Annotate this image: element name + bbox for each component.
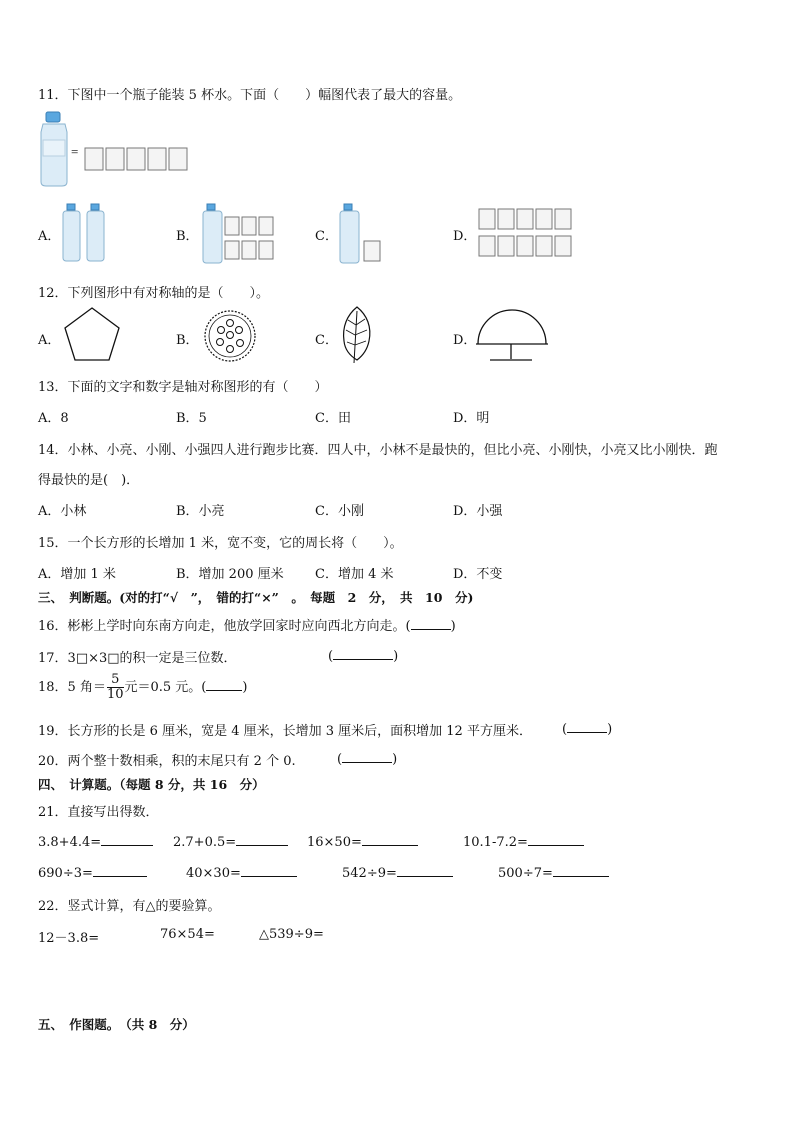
q21-answer-blank[interactable] [397,864,453,877]
q19-close-paren: ) [607,722,613,737]
pie-with-dots-icon [202,308,262,364]
q11-option-b-figure [200,203,280,265]
q14-option-c[interactable]: C．小刚 [315,504,364,519]
q16-text [38,615,456,634]
q21-expr: 10.1-7.2= [463,835,528,850]
q13-option-c[interactable]: C．田 [315,411,351,426]
equals-sign: = [71,144,79,159]
section-3-heading: 三、 判断题。(对的打“√ ”， 错的打“×” 。 每题 2 分， 共 10 分) [38,590,474,605]
q21-expr: 3.8+4.4= [38,835,102,850]
q20-answer-blank[interactable] [342,750,392,763]
q12-option-c-label[interactable]: C． [315,333,338,348]
q11-option-c-figure [337,203,387,265]
q19-open-paren: ( [562,722,568,737]
arch-with-character-icon [474,307,550,363]
q22-stem: 22．竖式计算，有△的要验算。 [38,899,221,914]
q14-stem-line1: 14．小林、小亮、小刚、小强四人进行跑步比赛．四人中，小林不是最快的，但比小亮、小刚快，小亮又比小刚快．跑 [38,443,718,458]
q12-option-d-label[interactable]: D． [453,333,477,348]
q20-close-paren: ) [392,752,398,767]
q11-option-c-label[interactable]: C． [315,229,338,244]
q11-option-a-figure [60,203,110,263]
q13-stem: 13．下面的文字和数字是轴对称图形的有（ ） [38,380,328,395]
q21-item [38,864,147,881]
q11-option-b-label[interactable]: B． [176,229,199,244]
q20-statement: 20．两个整十数相乘，积的末尾只有 2 个 0. [38,754,296,769]
q19-answer [562,720,612,737]
q21-item [498,864,609,881]
cup-icon [85,148,103,170]
q18-numerator: 5 [107,673,124,688]
q21-answer-blank[interactable] [236,833,288,846]
q17-statement: 17．3□×3□的积一定是三位数． [38,651,237,666]
q21-expr: 690÷3= [38,866,93,881]
q15-option-b[interactable]: B．增加 200 厘米 [176,567,284,582]
q21-expr: 16×50= [307,835,362,850]
q16-answer-blank[interactable] [411,617,451,630]
q11-option-d-figure [478,207,578,262]
q18-denominator: 10 [106,687,124,702]
cup-icon [169,148,187,170]
q20-open-paren: ( [337,752,343,767]
q15-option-a[interactable]: A．增加 1 米 [38,567,116,582]
q22-item: △539÷9= [259,927,324,942]
section-4-heading: 四、 计算题。（每题 8 分，共 16 分） [38,777,265,792]
q11-option-a-label[interactable]: A． [38,229,61,244]
q18-fraction [107,673,124,702]
q14-option-d[interactable]: D．小强 [453,504,503,519]
q22-item: 12－3.8= [38,931,100,946]
q15-option-d[interactable]: D．不变 [453,567,503,582]
cup-icon [127,148,145,170]
q18-answer-blank[interactable] [206,678,242,691]
pentagon-icon [62,306,122,362]
water-bottle-icon [41,112,67,186]
q12-option-b-label[interactable]: B． [176,333,199,348]
section-5-heading: 五、 作图题。 （共 8 分） [38,1017,195,1032]
q21-item [186,864,297,881]
q14-option-b[interactable]: B．小亮 [176,504,225,519]
q11-stem: 11．下图中一个瓶子能装 5 杯水。下面（ ）幅图代表了最大的容量。 [38,88,462,103]
q21-answer-blank[interactable] [101,833,153,846]
q15-stem: 15．一个长方形的长增加 1 米，宽不变，它的周长将（ ）。 [38,536,403,551]
q22-item: 76×54= [160,927,215,942]
q18-close-paren: ) [242,680,248,695]
q12-option-a-label[interactable]: A． [38,333,61,348]
q17-answer [328,647,398,664]
q11-option-d-label[interactable]: D． [453,229,477,244]
q21-answer-blank[interactable] [362,833,418,846]
q21-expr: 542÷9= [342,866,397,881]
leaf-icon [340,305,374,365]
q18-pre: 18．5 角＝ [38,680,106,695]
q21-item [342,864,453,881]
q17-answer-blank[interactable] [333,647,393,660]
q20-answer [337,750,397,767]
cup-icon [106,148,124,170]
q21-item [173,833,288,850]
q21-expr: 500÷7= [498,866,553,881]
q21-answer-blank[interactable] [241,864,297,877]
q13-option-d[interactable]: D．明 [453,411,490,426]
q21-answer-blank[interactable] [528,833,584,846]
q14-stem-line2: 得最快的是( )． [38,473,140,488]
q21-answer-blank[interactable] [93,864,147,877]
cup-icon [148,148,166,170]
q16-statement: 16．彬彬上学时向东南方向走，他放学回家时应向西北方向走。( [38,619,411,634]
q21-item [463,833,584,850]
q21-item [38,833,153,850]
q21-stem: 21．直接写出得数． [38,805,159,820]
q14-option-a[interactable]: A．小林 [38,504,87,519]
q18-post: 元＝0.5 元。( [124,680,207,695]
q21-expr: 40×30= [186,866,241,881]
q21-expr: 2.7+0.5= [173,835,237,850]
q18-text [38,673,247,702]
q11-reference-figure [38,110,198,190]
q13-option-b[interactable]: B．5 [176,411,207,426]
q21-item [307,833,418,850]
q17-close-paren: ) [393,649,399,664]
q21-answer-blank[interactable] [553,864,609,877]
q17-open-paren: ( [328,649,334,664]
q13-option-a[interactable]: A．8 [38,411,69,426]
q19-statement: 19．长方形的长是 6 厘米，宽是 4 厘米，长增加 3 厘米后，面积增加 12 平方厘米． [38,724,532,739]
q16-close-paren: ) [450,619,456,634]
q15-option-c[interactable]: C．增加 4 米 [315,567,394,582]
q19-answer-blank[interactable] [567,720,607,733]
q12-stem: 12．下列图形中有对称轴的是（ ）。 [38,286,270,301]
